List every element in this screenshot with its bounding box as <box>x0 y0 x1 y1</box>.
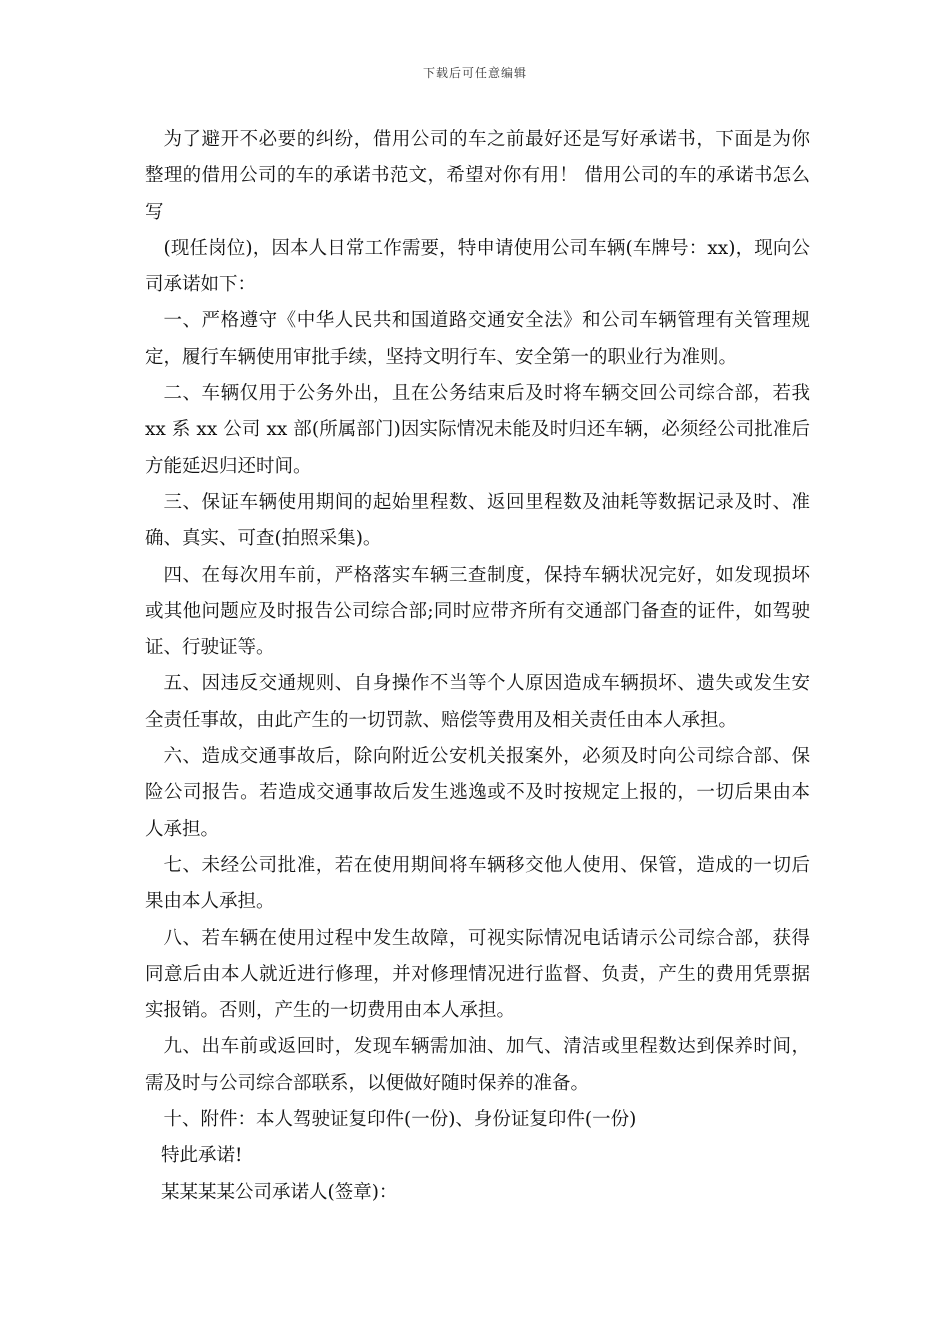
intro-paragraph: 为了避开不必要的纠纷，借用公司的车之前最好还是写好承诺书，下面是为你整理的借用公司的车的承诺书范文，希望对你有用！ 借用公司的车的承诺书怎么写 <box>145 129 810 223</box>
page-header: 下载后可任意编辑 <box>422 66 527 80</box>
clause-2: 二、车辆仅用于公务外出，且在公务结束后及时将车辆交回公司综合部，若我 xx 系 xx 公司 xx 部(所属部门)因实际情况未能及时归还车辆，必须经公司批准后方能延迟归还时间。 <box>145 383 810 477</box>
clause-4: 四、在每次用车前，严格落实车辆三查制度，保持车辆状况完好，如发现损坏或其他问题应及时报告公司综合部;同时应带齐所有交通部门备查的证件，如驾驶证、行驶证等。 <box>145 564 810 659</box>
application-paragraph: (现任岗位)，因本人日常工作需要，特申请使用公司车辆(车牌号：xx)，现向公司承诺如下： <box>145 237 810 296</box>
clause-7: 七、未经公司批准，若在使用期间将车辆移交他人使用、保管，造成的一切后果由本人承担。 <box>145 854 810 913</box>
clause-8: 八、若车辆在使用过程中发生故障，可视实际情况电话请示公司综合部，获得同意后由本人就近进行修理，并对修理情况进行监督、负责，产生的费用凭票据实报销。否则，产生的一切费用由本人承担。 <box>145 927 810 1022</box>
signature-line: 某某某某公司承诺人(签章)： <box>161 1181 398 1203</box>
clause-6: 六、造成交通事故后，除向附近公安机关报案外，必须及时向公司综合部、保险公司报告。若造成交通事故后发生逃逸或不及时按规定上报的，一切后果由本人承担。 <box>145 746 810 840</box>
clause-1: 一、严格遵守《中华人民共和国道路交通安全法》和公司车辆管理有关管理规定，履行车辆使用审批手续，坚持文明行车、安全第一的职业行为准则。 <box>145 310 810 368</box>
clause-3: 三、保证车辆使用期间的起始里程数、返回里程数及油耗等数据记录及时、准确、真实、可查(拍照采集)。 <box>145 491 810 550</box>
clause-5: 五、因违反交通规则、自身操作不当等个人原因造成车辆损坏、遗失或发生安全责任事故，由此产生的一切罚款、赔偿等费用及相关责任由本人承担。 <box>145 673 810 731</box>
clause-9: 九、出车前或返回时，发现车辆需加油、加气、清洁或里程数达到保养时间，需及时与公司综合部联系，以便做好随时保养的准备。 <box>145 1036 810 1094</box>
closing-statement: 特此承诺! <box>161 1145 243 1167</box>
document-body <box>145 122 810 1211</box>
clause-10: 十、附件：本人驾驶证复印件(一份)、身份证复印件(一份) <box>163 1109 637 1131</box>
